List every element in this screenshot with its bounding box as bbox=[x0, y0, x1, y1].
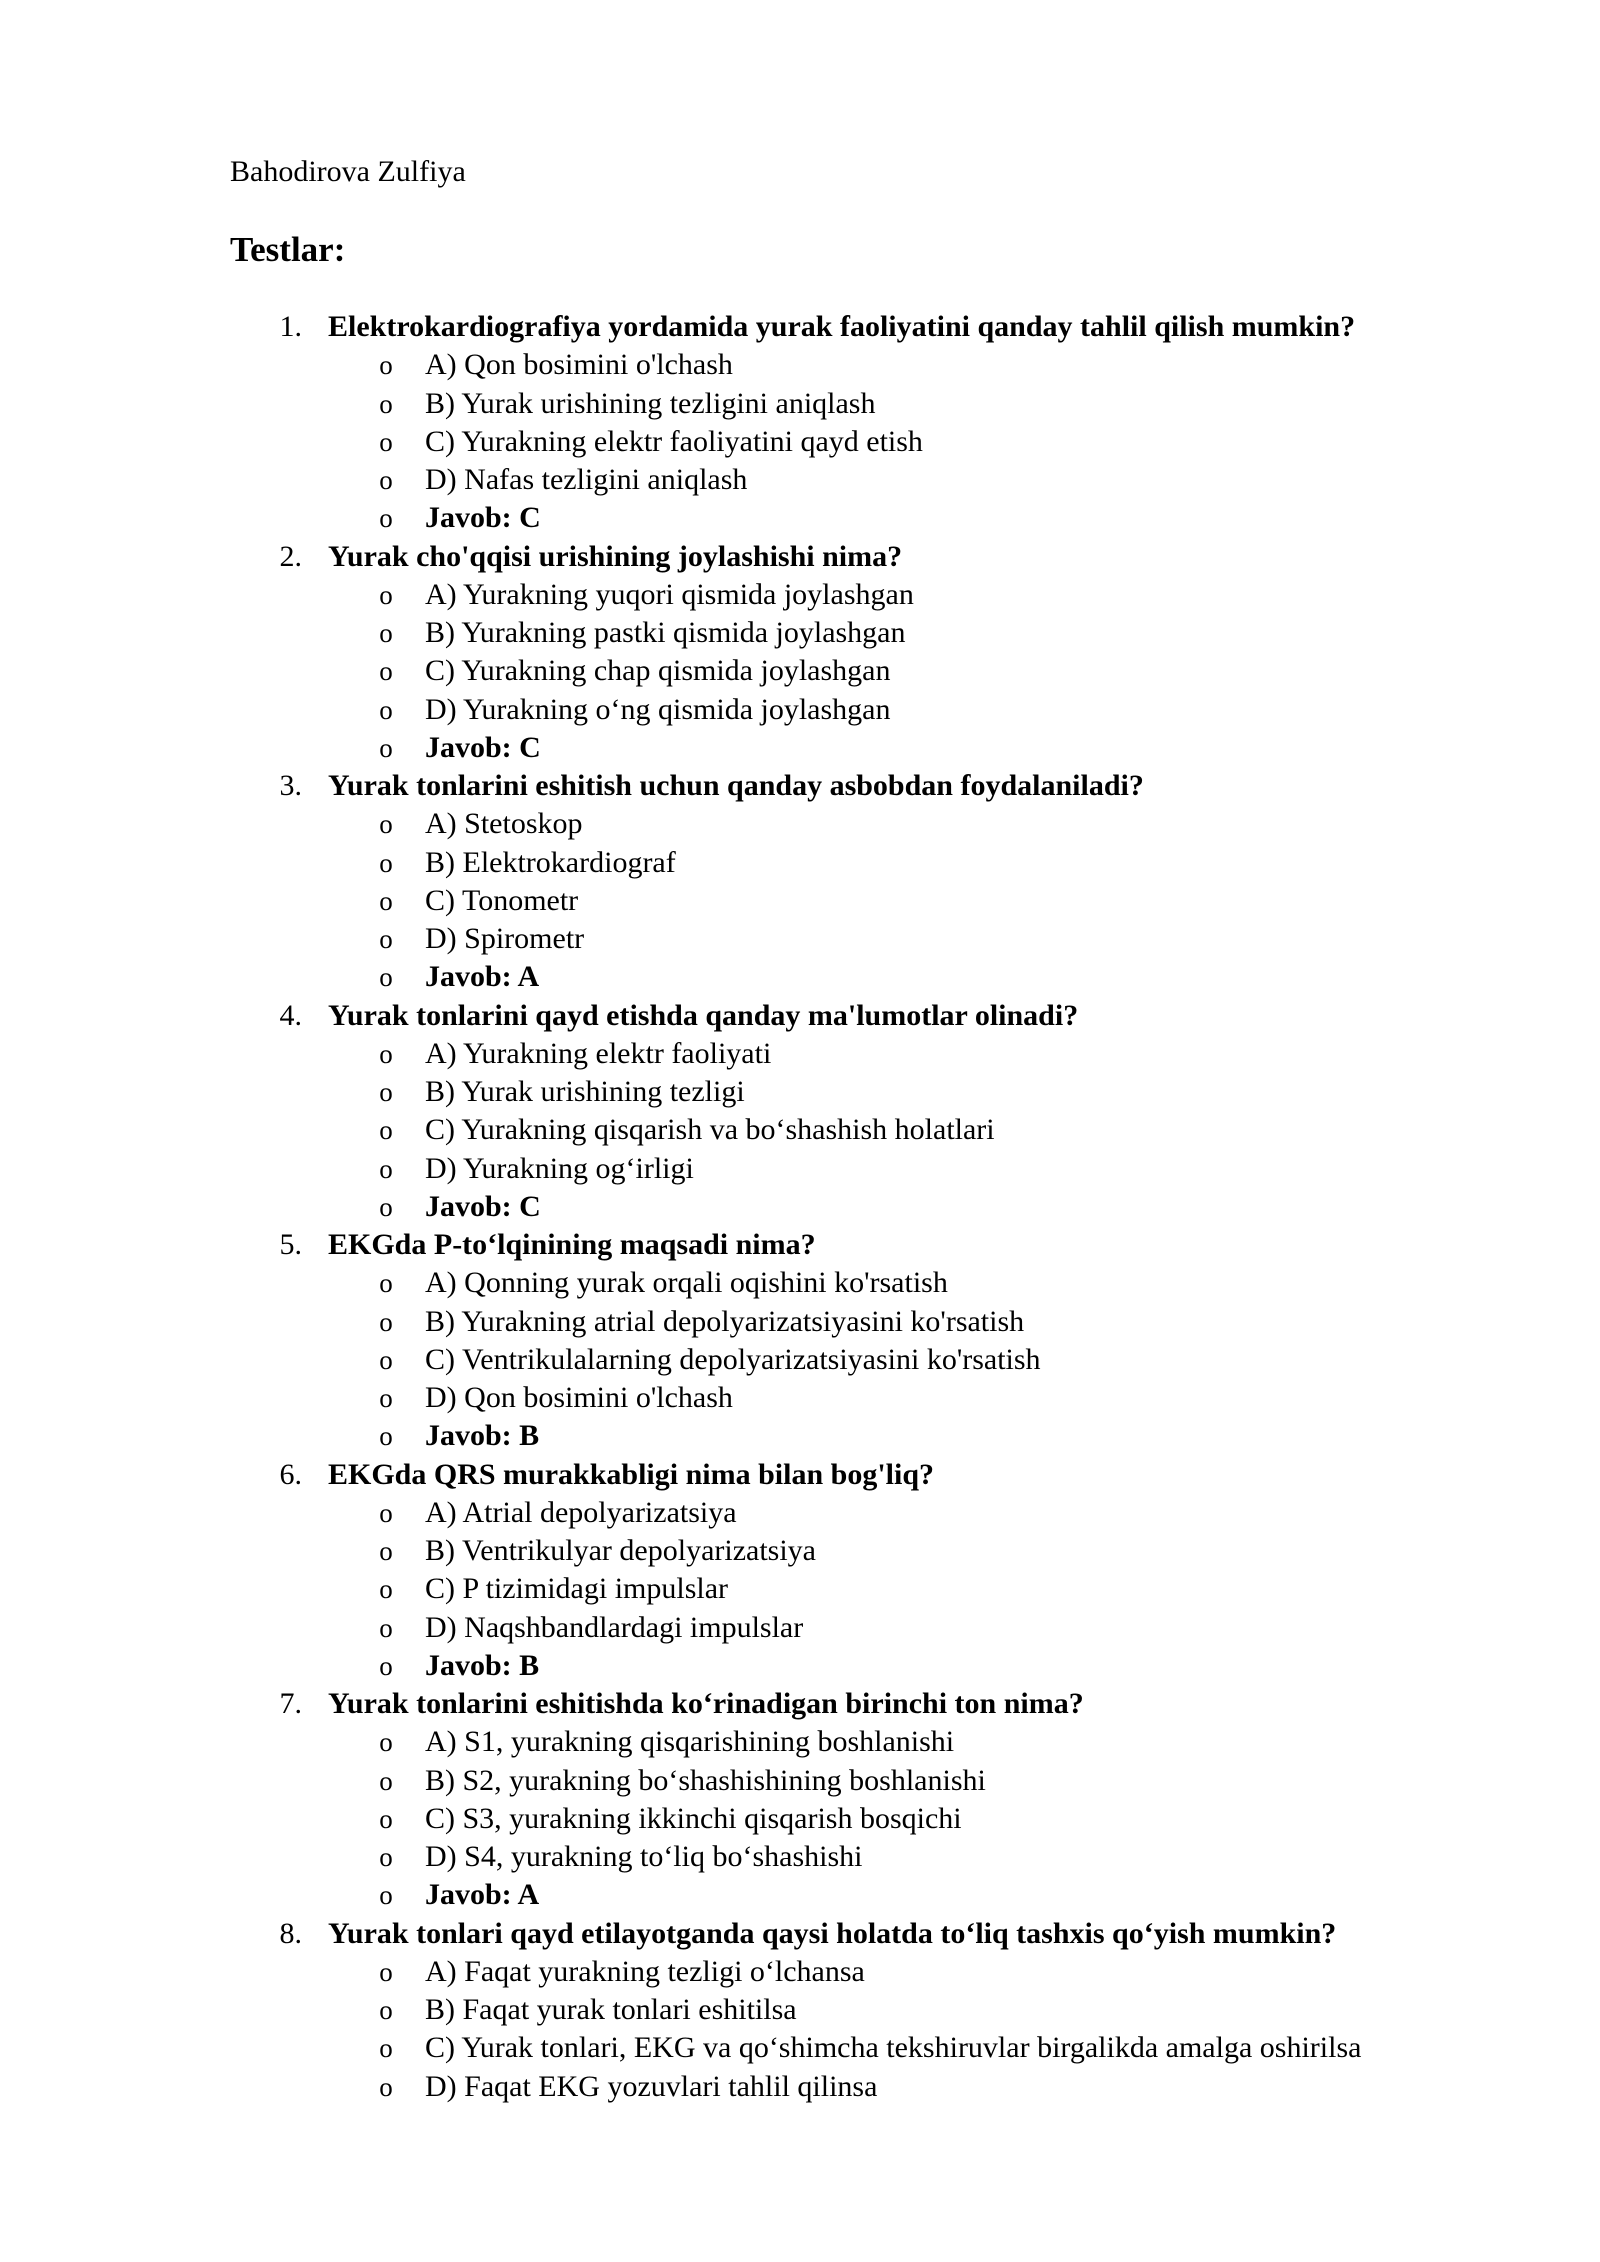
option-item bbox=[0, 1953, 1600, 1991]
option-text: D) Faqat EKG yozuvlari tahlil qilinsa bbox=[425, 2069, 878, 2103]
option-list bbox=[0, 1035, 1600, 1226]
option-item bbox=[0, 805, 1600, 843]
option-text: C) Ventrikulalarning depolyarizatsiyasini ko'rsatish bbox=[425, 1342, 1041, 1376]
answer-item bbox=[0, 1188, 1600, 1226]
option-item bbox=[0, 691, 1600, 729]
circle-bullet-icon: o bbox=[379, 1268, 393, 1299]
circle-bullet-icon: o bbox=[379, 885, 393, 916]
option-text: C) P tizimidagi impulslar bbox=[425, 1572, 729, 1606]
option-text: B) Yurakning pastki qismida joylashgan bbox=[425, 616, 906, 649]
circle-bullet-icon: o bbox=[379, 732, 393, 763]
circle-bullet-icon: o bbox=[379, 1765, 393, 1796]
option-item bbox=[0, 1838, 1600, 1876]
circle-bullet-icon: o bbox=[379, 809, 393, 840]
option-item bbox=[0, 1303, 1600, 1341]
option-text: D) Nafas tezligini aniqlash bbox=[425, 463, 748, 496]
option-item bbox=[0, 614, 1600, 652]
option-item bbox=[0, 346, 1600, 384]
circle-bullet-icon: o bbox=[379, 1191, 393, 1222]
circle-bullet-icon: o bbox=[379, 694, 393, 725]
question-item bbox=[0, 1226, 1600, 1456]
option-list bbox=[0, 805, 1600, 996]
option-list bbox=[0, 1494, 1600, 1685]
circle-bullet-icon: o bbox=[379, 656, 393, 687]
circle-bullet-icon: o bbox=[379, 1383, 393, 1413]
question-number: 1. bbox=[279, 310, 302, 343]
option-item bbox=[0, 423, 1600, 461]
option-item bbox=[0, 1800, 1600, 1838]
option-list bbox=[0, 1723, 1600, 1914]
circle-bullet-icon: o bbox=[379, 1153, 393, 1184]
option-text: C) Yurakning chap qismida joylashgan bbox=[425, 654, 891, 688]
option-text: B) Yurakning atrial depolyarizatsiyasini ko'rsatish bbox=[425, 1304, 1025, 1338]
option-item bbox=[0, 1035, 1600, 1073]
section-heading: Testlar: bbox=[230, 230, 346, 269]
option-text: D) Yurakning o‘ng qismida joylashgan bbox=[425, 692, 891, 726]
option-item bbox=[0, 1111, 1600, 1149]
option-item bbox=[0, 1264, 1600, 1302]
option-item bbox=[0, 1532, 1600, 1570]
circle-bullet-icon: o bbox=[379, 962, 393, 993]
option-item bbox=[0, 652, 1600, 690]
circle-bullet-icon: o bbox=[379, 579, 393, 610]
question-line bbox=[0, 1456, 1600, 1494]
option-list bbox=[0, 346, 1600, 537]
option-text: A) Yurakning elektr faoliyati bbox=[425, 1036, 772, 1070]
answer-text: Javob: B bbox=[425, 1419, 540, 1453]
circle-bullet-icon: o bbox=[379, 1421, 393, 1452]
question-text: Elektrokardiografiya yordamida yurak faoliyatini qanday tahlil qilish mumkin? bbox=[328, 310, 1356, 343]
option-item bbox=[0, 1609, 1600, 1647]
circle-bullet-icon: o bbox=[379, 388, 393, 419]
question-line bbox=[0, 1915, 1600, 1953]
option-item bbox=[0, 1341, 1600, 1379]
answer-text: Javob: B bbox=[425, 1648, 540, 1682]
option-text: C) Yurakning elektr faoliyatini qayd etish bbox=[425, 424, 923, 458]
question-number: 2. bbox=[279, 539, 302, 573]
circle-bullet-icon: o bbox=[379, 1115, 393, 1146]
option-item bbox=[0, 461, 1600, 499]
question-item bbox=[0, 1456, 1600, 1686]
answer-item bbox=[0, 499, 1600, 537]
circle-bullet-icon: o bbox=[379, 1650, 393, 1681]
option-text: B) Faqat yurak tonlari eshitilsa bbox=[425, 1993, 797, 2026]
circle-bullet-icon: o bbox=[379, 426, 393, 457]
option-text: A) Stetoskop bbox=[425, 807, 583, 841]
question-list bbox=[0, 308, 1600, 2106]
option-text: B) Yurak urishining tezligi bbox=[425, 1075, 745, 1108]
circle-bullet-icon: o bbox=[379, 1574, 393, 1605]
question-line bbox=[0, 538, 1600, 576]
circle-bullet-icon: o bbox=[379, 1956, 393, 1987]
question-number: 4. bbox=[279, 998, 302, 1032]
option-list bbox=[0, 576, 1600, 767]
question-line bbox=[0, 767, 1600, 805]
question-number: 3. bbox=[279, 769, 302, 802]
question-number: 6. bbox=[279, 1457, 302, 1491]
author-name: Bahodirova Zulfiya bbox=[230, 155, 466, 188]
question-item bbox=[0, 997, 1600, 1227]
answer-item bbox=[0, 1417, 1600, 1455]
answer-text: Javob: A bbox=[425, 1878, 540, 1912]
option-text: D) Spirometr bbox=[425, 922, 585, 955]
circle-bullet-icon: o bbox=[379, 1842, 393, 1872]
option-text: C) Yurakning qisqarish va bo‘shashish holatlari bbox=[425, 1113, 995, 1147]
option-text: D) Yurakning og‘irligi bbox=[425, 1151, 694, 1185]
option-text: B) Elektrokardiograf bbox=[425, 845, 676, 879]
option-item bbox=[0, 1762, 1600, 1800]
question-line bbox=[0, 1226, 1600, 1264]
option-list bbox=[0, 1953, 1600, 2106]
option-item bbox=[0, 2068, 1600, 2106]
question-number: 5. bbox=[279, 1228, 302, 1261]
circle-bullet-icon: o bbox=[379, 1497, 393, 1528]
circle-bullet-icon: o bbox=[379, 1077, 393, 1107]
option-item bbox=[0, 920, 1600, 958]
circle-bullet-icon: o bbox=[379, 1344, 393, 1375]
question-text: EKGda QRS murakkabligi nima bilan bog'liq? bbox=[328, 1457, 935, 1491]
option-item bbox=[0, 1991, 1600, 2029]
option-text: B) S2, yurakning bo‘shashishining boshlanishi bbox=[425, 1763, 986, 1797]
circle-bullet-icon: o bbox=[379, 350, 393, 381]
question-text: EKGda P-to‘lqinining maqsadi nima? bbox=[328, 1228, 816, 1261]
question-text: Yurak tonlari qayd etilayotganda qaysi holatda to‘liq tashxis qo‘yish mumkin? bbox=[328, 1916, 1337, 1950]
option-item bbox=[0, 385, 1600, 423]
option-item bbox=[0, 1073, 1600, 1111]
circle-bullet-icon: o bbox=[379, 1995, 393, 2025]
circle-bullet-icon: o bbox=[379, 1612, 393, 1643]
option-item bbox=[0, 882, 1600, 920]
option-text: C) Yurak tonlari, EKG va qo‘shimcha tekshiruvlar birgalikda amalga oshirilsa bbox=[425, 2031, 1362, 2065]
option-text: A) S1, yurakning qisqarishining boshlanishi bbox=[425, 1725, 955, 1759]
option-item bbox=[0, 1570, 1600, 1608]
question-line bbox=[0, 308, 1600, 346]
answer-item bbox=[0, 1876, 1600, 1914]
answer-item bbox=[0, 1647, 1600, 1685]
answer-text: Javob: C bbox=[425, 1189, 541, 1223]
circle-bullet-icon: o bbox=[379, 2033, 393, 2064]
option-text: D) Qon bosimini o'lchash bbox=[425, 1381, 733, 1414]
question-number: 7. bbox=[279, 1687, 302, 1720]
option-text: A) Yurakning yuqori qismida joylashgan bbox=[425, 577, 914, 611]
option-text: D) Naqshbandlardagi impulslar bbox=[425, 1610, 804, 1644]
question-text: Yurak tonlarini eshitishda ko‘rinadigan birinchi ton nima? bbox=[328, 1687, 1084, 1720]
question-item bbox=[0, 767, 1600, 997]
question-item bbox=[0, 1685, 1600, 1915]
question-item bbox=[0, 1915, 1600, 2106]
circle-bullet-icon: o bbox=[379, 1880, 393, 1911]
option-item bbox=[0, 576, 1600, 614]
circle-bullet-icon: o bbox=[379, 1306, 393, 1337]
circle-bullet-icon: o bbox=[379, 847, 393, 878]
option-text: A) Qonning yurak orqali oqishini ko'rsatish bbox=[425, 1266, 948, 1300]
option-item bbox=[0, 1723, 1600, 1761]
option-text: B) Yurak urishining tezligini aniqlash bbox=[425, 386, 876, 420]
circle-bullet-icon: o bbox=[379, 1038, 393, 1069]
answer-text: Javob: A bbox=[425, 960, 540, 994]
option-item bbox=[0, 844, 1600, 882]
option-text: C) S3, yurakning ikkinchi qisqarish bosqichi bbox=[425, 1801, 962, 1835]
circle-bullet-icon: o bbox=[379, 2071, 393, 2102]
question-text: Yurak tonlarini qayd etishda qanday ma'lumotlar olinadi? bbox=[328, 998, 1079, 1032]
option-text: B) Ventrikulyar depolyarizatsiya bbox=[425, 1534, 816, 1567]
option-item bbox=[0, 1150, 1600, 1188]
circle-bullet-icon: o bbox=[379, 618, 393, 648]
circle-bullet-icon: o bbox=[379, 924, 393, 954]
question-item bbox=[0, 308, 1600, 538]
option-item bbox=[0, 1379, 1600, 1417]
question-line bbox=[0, 1685, 1600, 1723]
question-line bbox=[0, 997, 1600, 1035]
circle-bullet-icon: o bbox=[379, 1803, 393, 1834]
answer-item bbox=[0, 958, 1600, 996]
option-text: A) Qon bosimini o'lchash bbox=[425, 348, 733, 382]
answer-item bbox=[0, 729, 1600, 767]
circle-bullet-icon: o bbox=[379, 1536, 393, 1566]
circle-bullet-icon: o bbox=[379, 1727, 393, 1758]
question-number: 8. bbox=[279, 1916, 302, 1950]
answer-text: Javob: C bbox=[425, 730, 541, 764]
circle-bullet-icon: o bbox=[379, 503, 393, 534]
question-text: Yurak tonlarini eshitish uchun qanday asbobdan foydalaniladi? bbox=[328, 769, 1144, 802]
option-item bbox=[0, 1494, 1600, 1532]
option-item bbox=[0, 2029, 1600, 2067]
question-item bbox=[0, 538, 1600, 768]
option-text: A) Atrial depolyarizatsiya bbox=[425, 1495, 737, 1529]
option-text: A) Faqat yurakning tezligi o‘lchansa bbox=[425, 1954, 865, 1988]
option-list bbox=[0, 1264, 1600, 1455]
question-text: Yurak cho'qqisi urishining joylashishi nima? bbox=[328, 539, 903, 573]
option-text: C) Tonometr bbox=[425, 883, 579, 917]
option-text: D) S4, yurakning to‘liq bo‘shashishi bbox=[425, 1840, 863, 1873]
circle-bullet-icon: o bbox=[379, 465, 393, 495]
answer-text: Javob: C bbox=[425, 501, 541, 535]
